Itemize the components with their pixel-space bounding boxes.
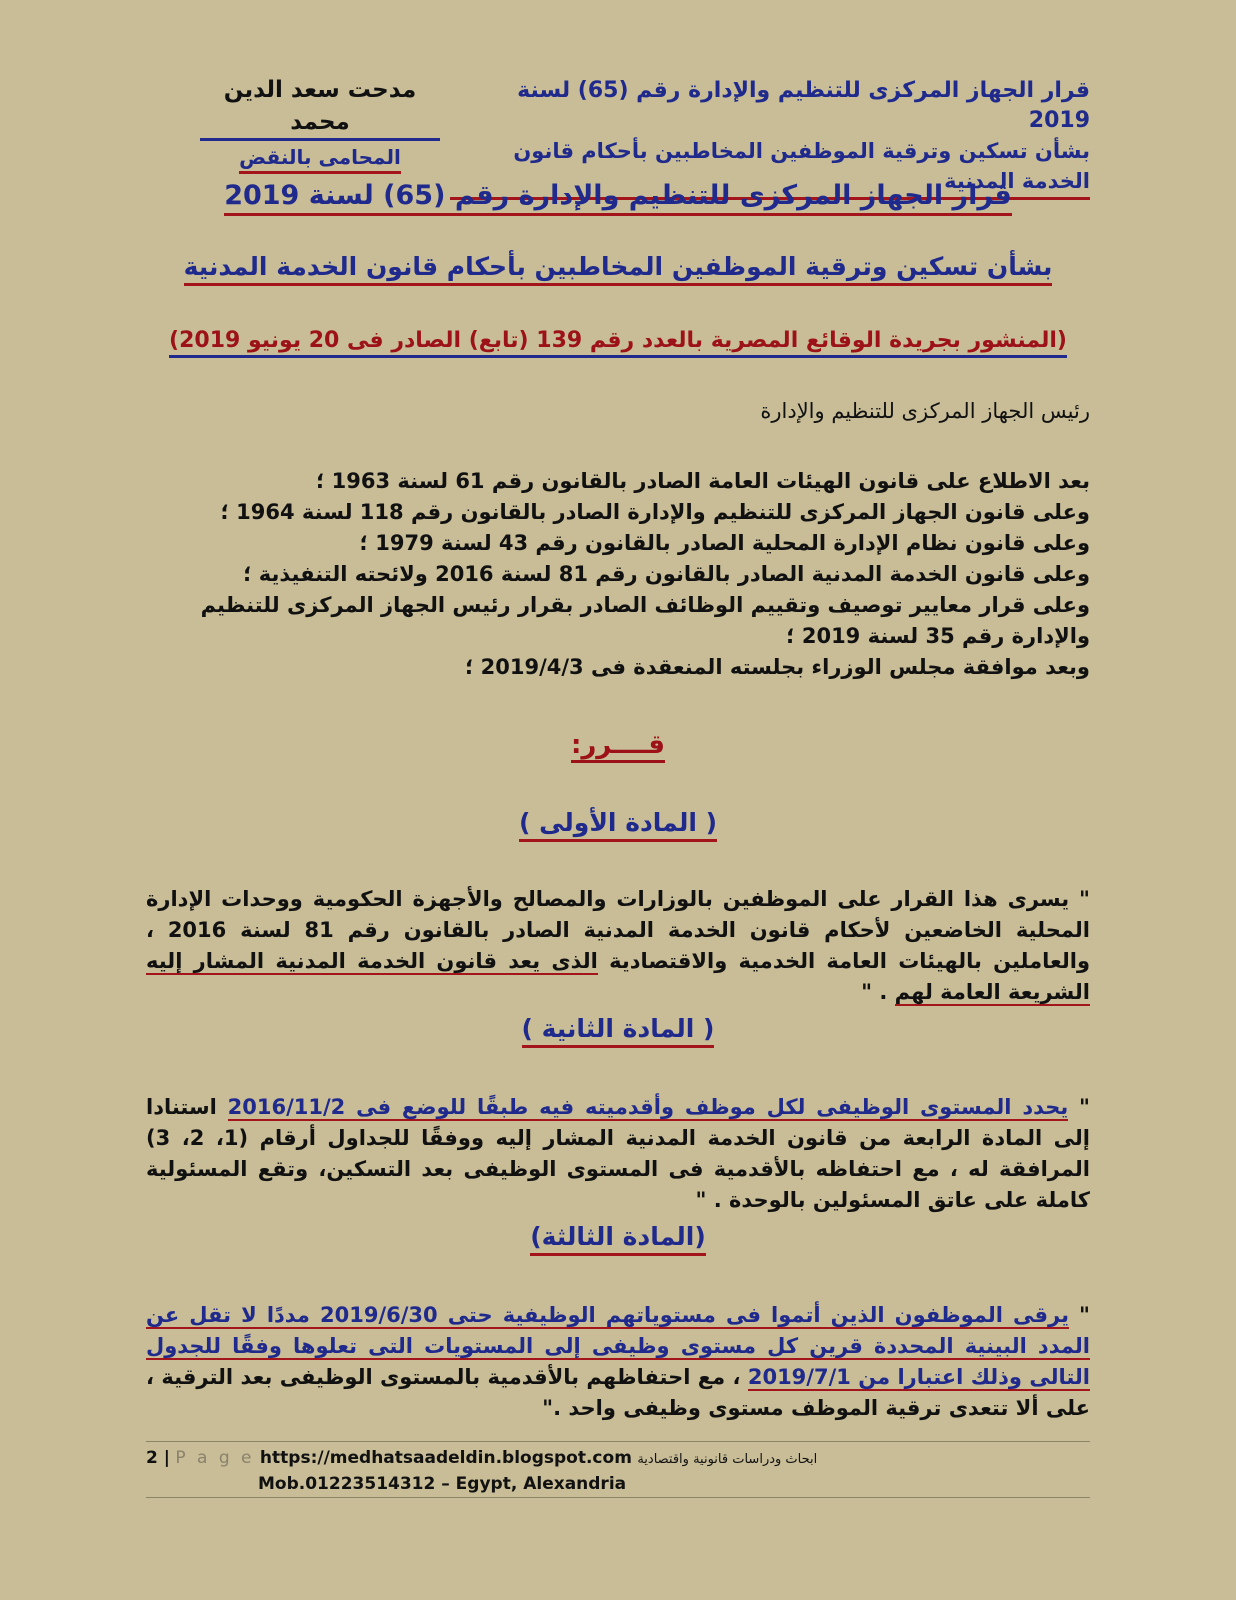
article-1-underlined: الذى يعد قانون الخدمة المدنية المشار إليه الشريعة العامة لهم xyxy=(146,949,1090,1004)
author-role: المحامى بالنقض xyxy=(239,143,401,174)
footer-url[interactable]: https://medhatsaadeldin.blogspot.com xyxy=(259,1448,632,1468)
article-2-quote: " xyxy=(1068,1095,1090,1119)
article-2-text xyxy=(146,1092,1090,1216)
footer-bottom-rule xyxy=(146,1497,1090,1498)
publication-note-text: (المنشور بجريدة الوقائع المصرية بالعدد رقم 139 (تابع) الصادر فى 20 يونيو 2019) xyxy=(169,328,1067,358)
page-number: 2 | xyxy=(146,1448,170,1468)
article-3-quote: " xyxy=(1068,1303,1090,1327)
footer-rule xyxy=(146,1441,1090,1442)
running-header-author xyxy=(200,74,440,174)
article-1-title-text: ( المادة الأولى ) xyxy=(519,808,717,842)
preamble-item: وعلى قانون الجهاز المركزى للتنظيم والإدارة الصادر بالقانون رقم 118 لسنة 1964 ؛ xyxy=(220,500,1090,524)
preamble-item: وعلى قرار معايير توصيف وتقييم الوظائف الصادر بقرار رئيس الجهاز المركزى للتنظيم والإدارة رقم 35 لسنة 2019 ؛ xyxy=(200,593,1090,648)
header-decree-line: قرار الجهاز المركزى للتنظيم والإدارة رقم (65) لسنة 2019 xyxy=(517,78,1090,133)
article-2-text-end: استنادا إلى المادة الرابعة من قانون الخدمة المدنية المشار إليه ووفقًا للجداول أرقام (1، 2، 3) المرافقة له ، مع احتفاظه بالأقدمية فى المستوى الوظيفى بعد التسكين، وتقع المسئولية كاملة على عاتق المسئولين بالوحدة . " xyxy=(146,1095,1090,1212)
article-2-underlined: يحدد المستوى الوظيفى لكل موظف وأقدميته فيه طبقًا للوضع فى 2016/11/2 xyxy=(227,1095,1069,1119)
page-label: P a g e xyxy=(175,1448,255,1468)
article-3-text-end: ، مع احتفاظهم بالأقدمية بالمستوى الوظيفى بعد الترقية ، على ألا تتعدى ترقية الموظف مستوى وظيفى واحد ." xyxy=(146,1365,1090,1420)
article-1-text-end: . " xyxy=(861,980,895,1004)
footer-tagline: ابحاث ودراسات قانونية واقتصادية xyxy=(637,1452,818,1467)
decided-heading xyxy=(146,730,1090,760)
document-title-text: قرار الجهاز المركزى للتنظيم والإدارة رقم (65) لسنة 2019 xyxy=(224,180,1012,216)
article-3-title xyxy=(146,1222,1090,1251)
preamble-item: وعلى قانون نظام الإدارة المحلية الصادر بالقانون رقم 43 لسنة 1979 ؛ xyxy=(359,531,1090,555)
preamble-item: وبعد موافقة مجلس الوزراء بجلسته المنعقدة فى 2019/4/3 ؛ xyxy=(464,655,1090,679)
decided-text: قــــرر: xyxy=(571,730,665,763)
footer-contact: Mob.01223514312 – Egypt, Alexandria xyxy=(258,1474,627,1494)
author-name: مدحت سعد الدين محمد xyxy=(200,74,440,141)
preamble xyxy=(146,466,1090,683)
article-1-title xyxy=(146,808,1090,837)
article-3-title-text: (المادة الثالثة) xyxy=(530,1222,706,1256)
article-2-title-text: ( المادة الثانية ) xyxy=(522,1014,715,1048)
article-2-title xyxy=(146,1014,1090,1043)
article-3-text xyxy=(146,1300,1090,1424)
header-subject-line: بشأن تسكين وترقية الموظفين المخاطبين بأحكام قانون الخدمة المدنية xyxy=(450,136,1090,200)
article-1-text-part: " يسرى هذا القرار على الموظفين بالوزارات والمصالح والأجهزة الحكومية ووحدات الإدارة المحلية الخاضعين لأحكام قانون الخدمة المدنية الصادر بالقانون رقم 81 لسنة 2016 ، والعاملين بالهيئات العامة الخدمية والاقتصادية xyxy=(146,887,1091,973)
issuer-line: رئيس الجهاز المركزى للتنظيم والإدارة xyxy=(760,399,1090,423)
article-3-underlined: يرقى الموظفون الذين أتموا فى مستوياتهم الوظيفية حتى 2019/6/30 مددًا لا تقل عن المدد البينية المحددة قرين كل مستوى وظيفى إلى المستويات التى تعلوها وفقًا للجدول التالى وذلك اعتبارا من 2019/7/1 xyxy=(146,1303,1090,1389)
document-title xyxy=(146,180,1090,211)
document-subject xyxy=(146,252,1090,281)
document-subject-text: بشأن تسكين وترقية الموظفين المخاطبين بأحكام قانون الخدمة المدنية xyxy=(184,252,1053,286)
preamble-item: وعلى قانون الخدمة المدنية الصادر بالقانون رقم 81 لسنة 2016 ولائحته التنفيذية ؛ xyxy=(243,562,1090,586)
article-1-text xyxy=(146,884,1090,1008)
page-footer xyxy=(146,1446,1090,1497)
preamble-item: بعد الاطلاع على قانون الهيئات العامة الصادر بالقانون رقم 61 لسنة 1963 ؛ xyxy=(315,469,1090,493)
publication-note xyxy=(146,328,1090,353)
